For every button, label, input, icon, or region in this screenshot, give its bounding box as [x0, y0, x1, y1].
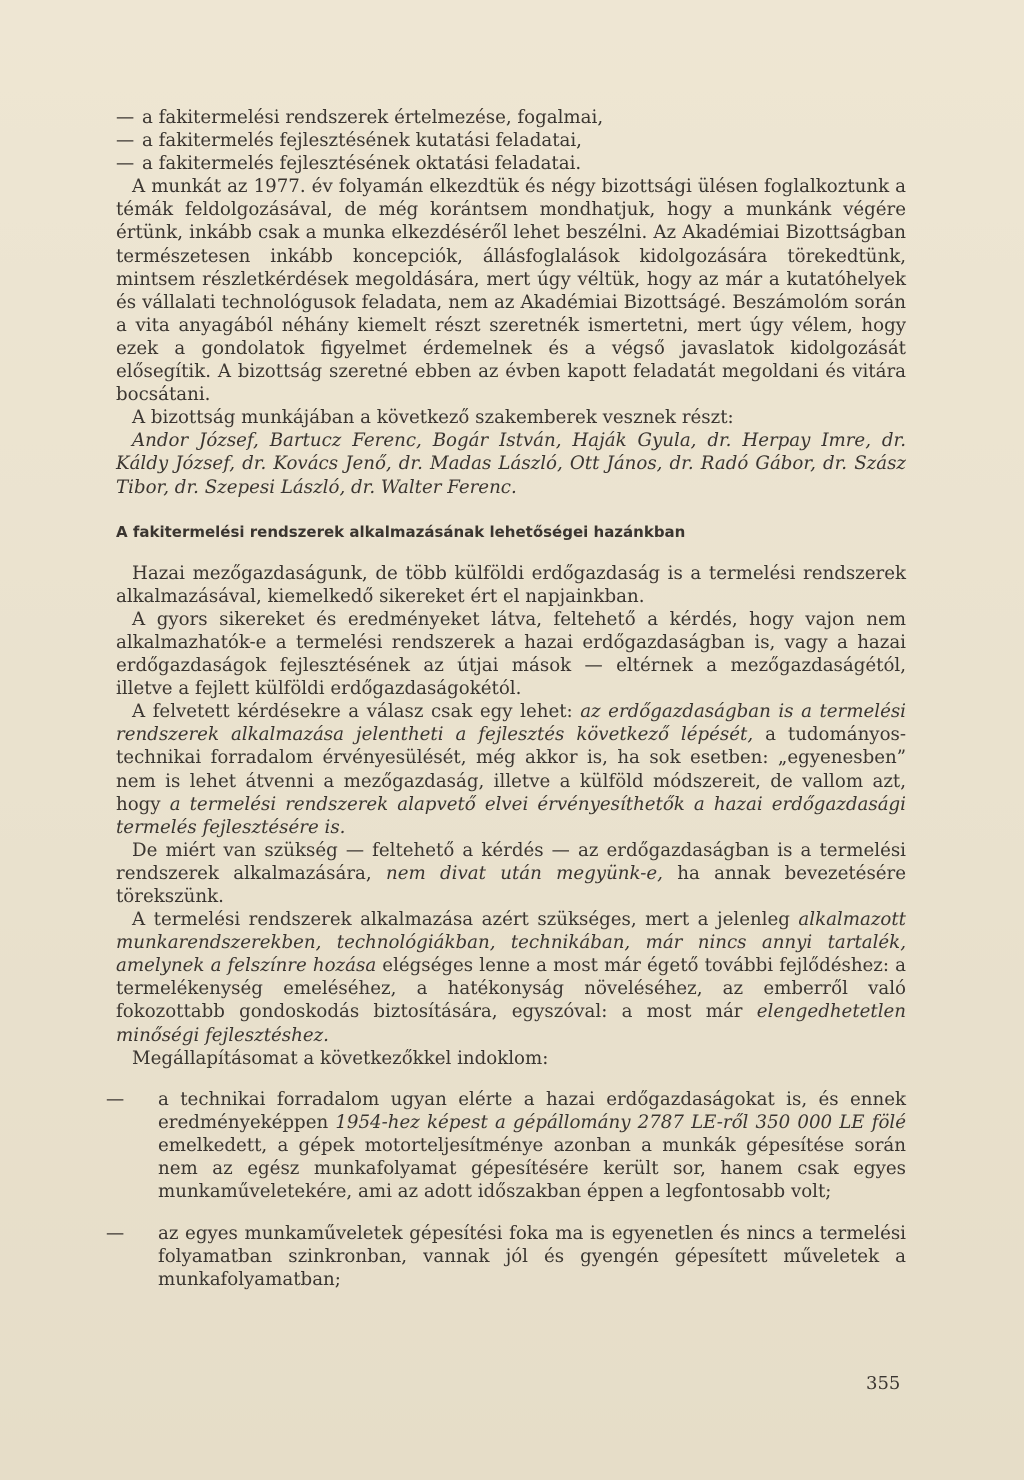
text-run: emelkedett, a gépek motorteljesítménye azonban a munkák gépesítése során nem az egész munkafolyamat gépesítésére került sor, hanem csak egyes munkaműveletekére, ami az adott időszakban éppen a legfontosabb volt; [158, 1135, 906, 1203]
emphasis-run: alkalmazott munkarendszerekben, technológiákban, technikában, már nincs annyi tartalék, amelynek a felszínre hozása [116, 909, 906, 977]
dash-mark: — [106, 1088, 125, 1110]
paragraph-necessity [116, 908, 906, 1047]
intro-list-item [116, 129, 906, 152]
intro-list-item [116, 152, 906, 175]
intro-list-text: a fakitermelés fejlesztésének kutatási feladatai, [142, 130, 582, 152]
paragraph-why-needed [116, 839, 906, 908]
dash-mark: — [106, 1222, 125, 1244]
emphasis-run: 1954-hez képest a gépállomány 2787 LE-ről 350 000 LE fölé [335, 1112, 906, 1134]
paragraph-domestic-agriculture: Hazai mezőgazdaságunk, de több külföldi erdőgazdaság is a termelési rendszerek alkalmazásával, kiemelkedő sikereket ért el napjainkban. [116, 562, 906, 607]
text-run: az egyes munkaműveletek gépesítési foka ma is egyenetlen és nincs a termelési folyamatban szinkronban, vannak jól és gyengén gépesített műveletek a munkafolyamatban; [158, 1222, 906, 1290]
body-text [106, 106, 907, 1309]
emphasis-run: a termelési rendszerek alapvető elvei érvényesíthetők a hazai erdőgazdasági termelés fejlesztésére is. [116, 793, 906, 838]
paragraph-committee: A bizottság munkájában a következő szakemberek vesznek részt: [132, 407, 734, 429]
intro-list-item [116, 106, 906, 129]
emphasis-run: elengedhetetlen minőségi fejlesztéshez. [116, 1001, 906, 1046]
text-run: a technikai forradalom ugyan elérte a hazai erdőgazdaságokat is, és ennek eredményeképpen [158, 1088, 906, 1134]
paragraph-question: A gyors sikereket és eredményeket látva, feltehető a kérdés, hogy vajon nem alkalmazhatók-e a termelési rendszerek a hazai erdőgazdaságban is, vagy a hazai erdőgazdaságok fejlesztésének az útjai mások — eltérnek a mezőgazdaságétól, illetve a fejlett külföldi erdőgazdaságokétól. [116, 608, 906, 700]
dash-mark: — [116, 107, 135, 128]
text-run: a tudományos-technikai forradalom érvényesülését, még akkor is, ha sok esetben: „egyenesben” nem is lehet átvenni a mezőgazdaság, illetve a külföld módszereit, de vallom azt, hogy [116, 724, 907, 815]
text-run: ha annak bevezetésére törekszünk. [116, 862, 906, 907]
section-heading: A fakitermelési rendszerek alkalmazásának lehetőségei hazánkban [116, 522, 686, 541]
emphasis-run: nem divat után megyünk-e, [385, 862, 663, 884]
paragraph-reasoning: Megállapításomat a következőkkel indoklom: [132, 1047, 549, 1069]
paragraph-work-start: A munkát az 1977. év folyamán elkezdtük és négy bizottsági ülésen foglalkoztunk a témák feldolgozásával, de még korántsem mondhatjuk, hogy a munkánk végére értünk, inkább csak a munka elkezdéséről lehet beszélni. Az Akadémiai Bizottságban természetesen inkább koncepciók, állásfoglalások kidolgozására törekedtünk, mintsem részletkérdések megoldására, mert úgy véltük, hogy az már a kutatóhelyek és vállalati technológusok feladata, nem az Akadémiai Bizottságé. Beszámolóm során a vita anyagából néhány kiemelt részt szeretnék ismertetni, mert úgy vélem, hogy ezek a gondolatok figyelmet érdemelnek és a végső javaslatok kidolgozását elősegítik. A bizottság szeretné ebben az évben kapott feladatát megoldani és vitára bocsátani. [116, 176, 906, 406]
reason-list-item [106, 1088, 906, 1203]
text-run: A termelési rendszerek alkalmazása azért szükséges, mert a jelenleg [132, 909, 799, 931]
emphasis-run: az erdőgazdaságban is a termelési rendszerek alkalmazása jelentheti a fejlesztés következő lépését, [116, 701, 906, 746]
page-number: 355 [866, 1373, 901, 1394]
text-run: De miért van szükség — feltehető a kérdés — az erdőgazdaságban is a termelési rendszerek alkalmazására, [116, 839, 906, 884]
reason-list-item [106, 1222, 906, 1291]
dash-mark: — [116, 130, 135, 152]
dash-mark: — [116, 153, 135, 175]
intro-list-text: a fakitermelés fejlesztésének oktatási feladatai. [142, 153, 582, 175]
text-run: elégséges lenne a most már égető további fejlődéshez: a termelékenység emeléséhez, a hatékonyság növeléséhez, az emberről való fokozottabb gondoskodás biztosítására, egyszóval: a most már [116, 955, 906, 1023]
text-run: A felvetett kérdésekre a válasz csak egy lehet: [132, 701, 581, 723]
paragraph-answer [116, 700, 906, 839]
committee-members: Andor József, Bartucz Ferenc, Bogár István, Haják Gyula, dr. Herpay Imre, dr. Káldy József, dr. Kovács Jenő, dr. Madas László, Ott János, dr. Radó Gábor, dr. Szász Tibor, dr. Szepesi László, dr. Walter Ferenc. [116, 430, 906, 498]
intro-list-text: a fakitermelési rendszerek értelmezése, fogalmai, [142, 107, 604, 128]
